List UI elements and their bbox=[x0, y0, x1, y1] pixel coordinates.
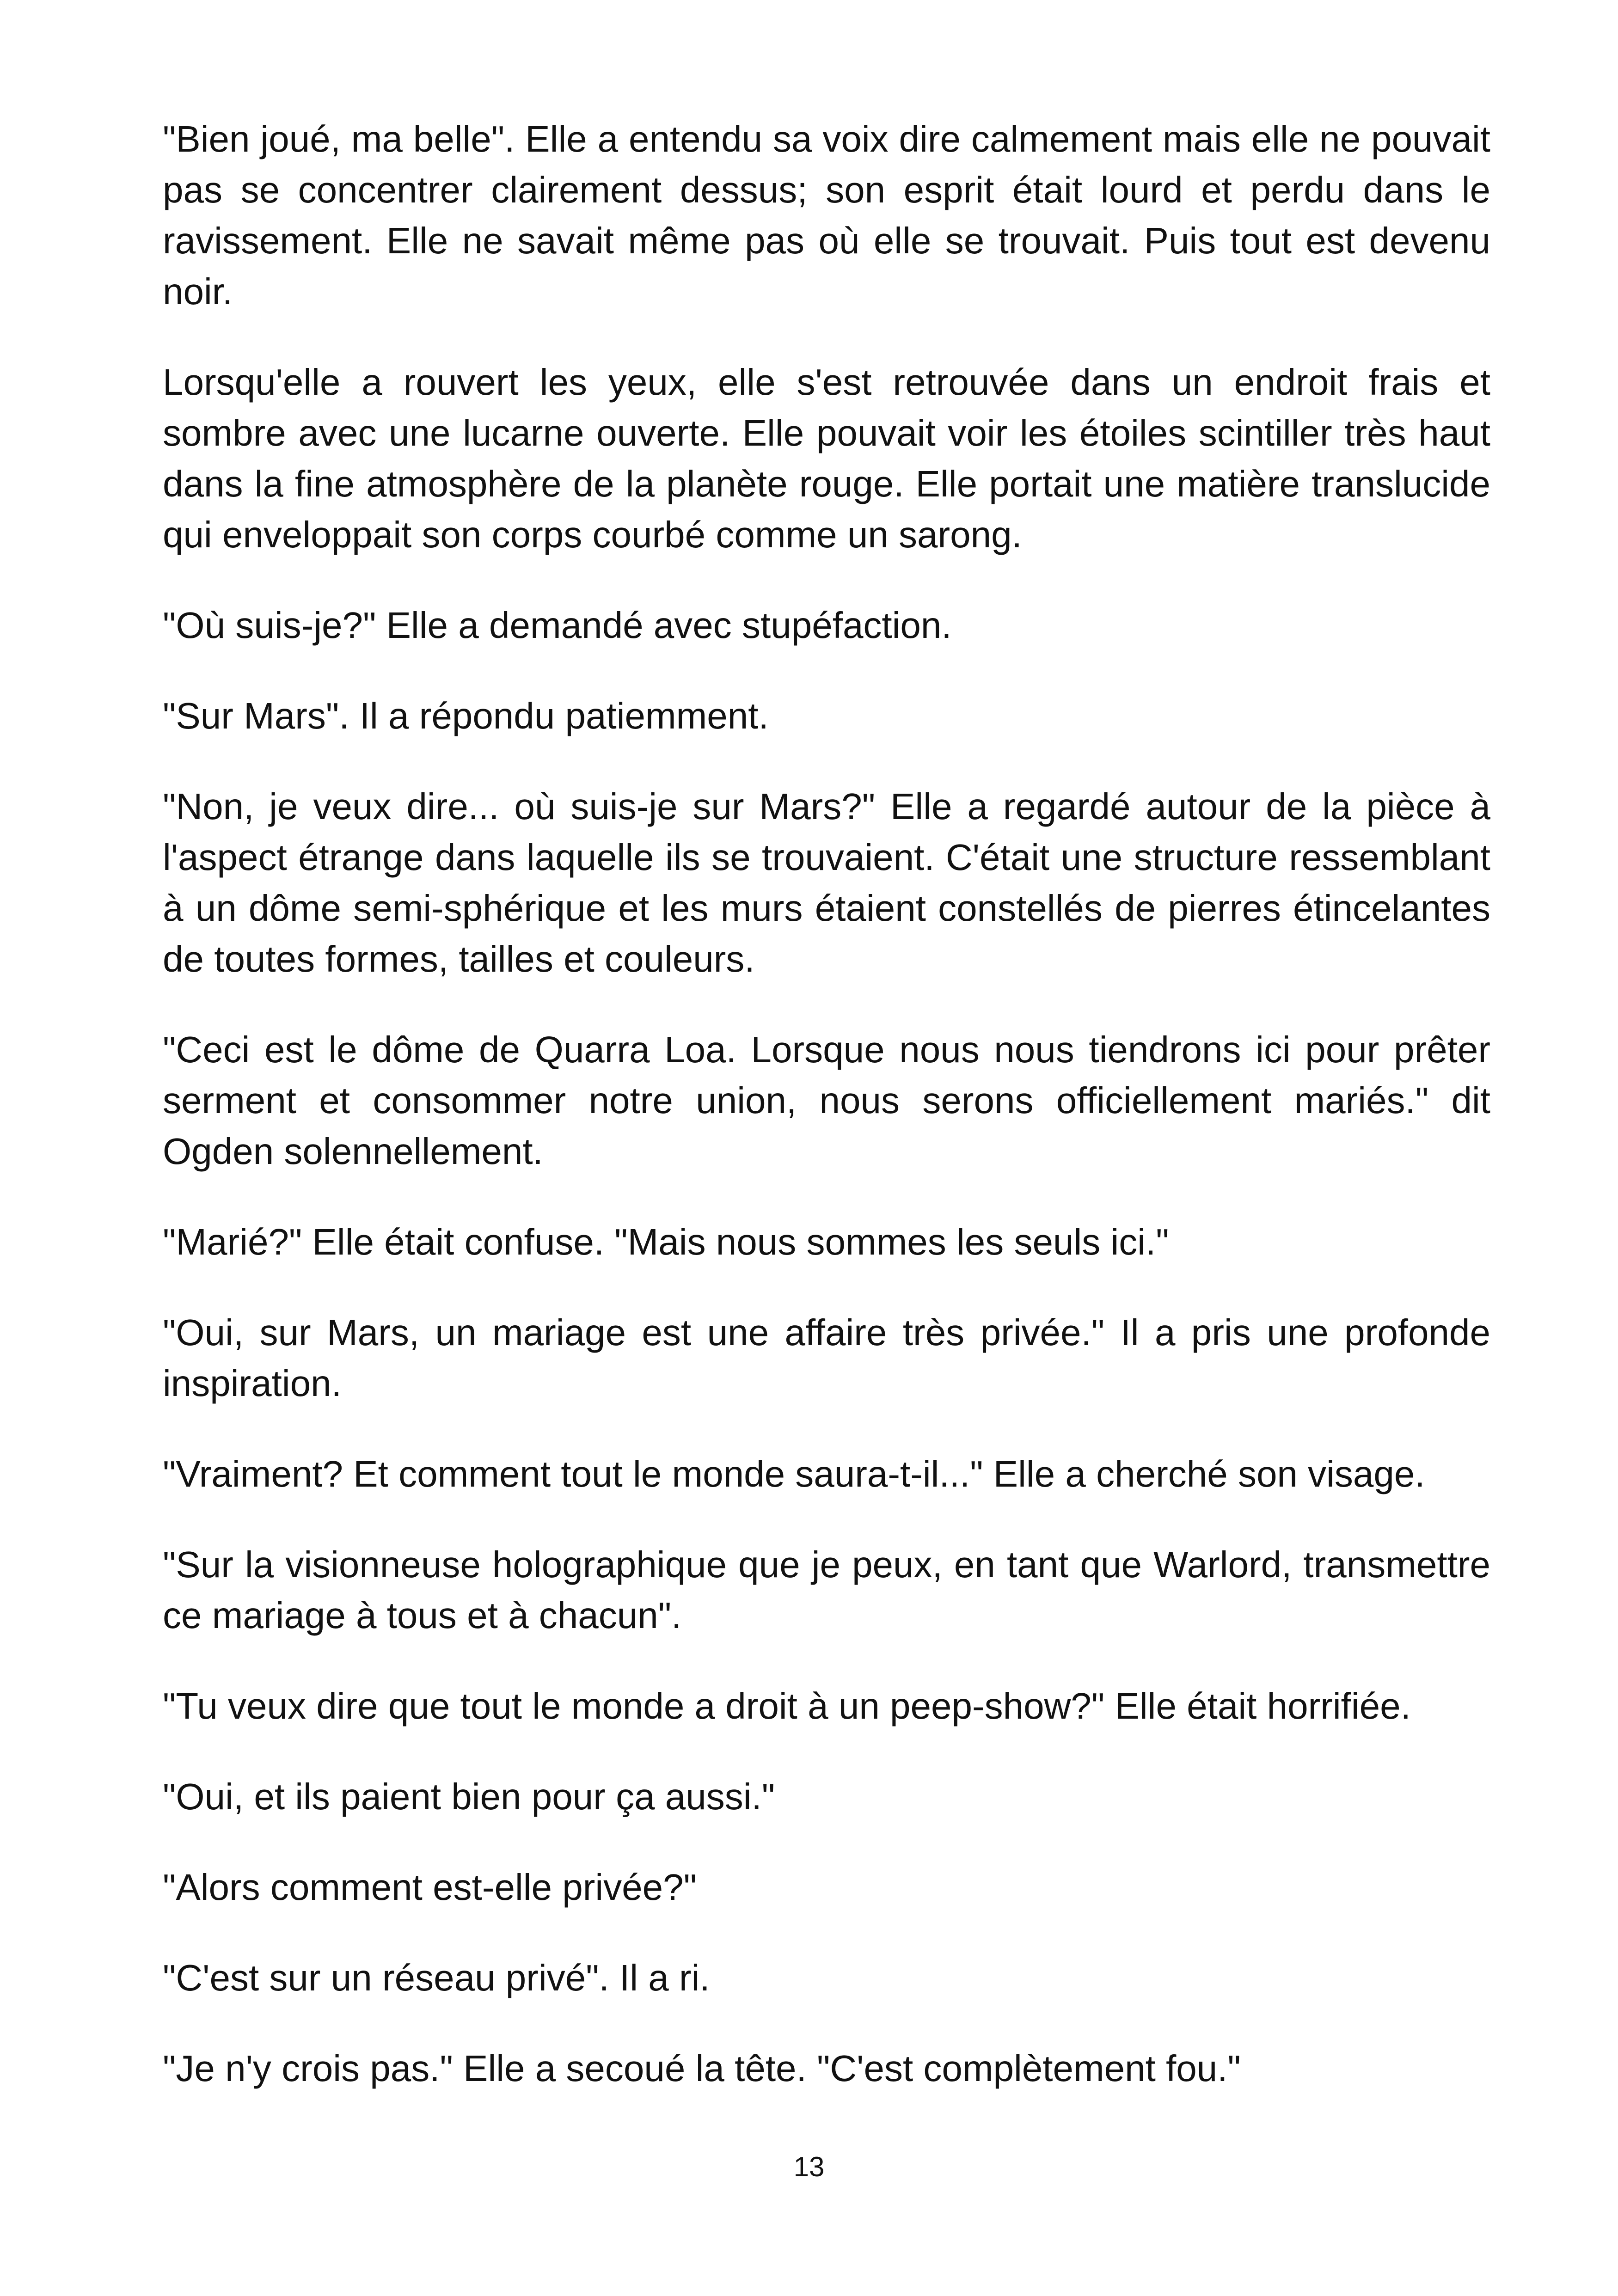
paragraph: "Vraiment? Et comment tout le monde saura-t-il..." Elle a cherché son visage. bbox=[163, 1453, 1425, 1494]
paragraph: "Tu veux dire que tout le monde a droit à un peep-show?" Elle était horrifiée. bbox=[163, 1685, 1411, 1727]
paragraph: "Où suis-je?" Elle a demandé avec stupéfaction. bbox=[163, 605, 952, 646]
paragraph: "Oui, sur Mars, un mariage est une affaire très privée." Il a pris une profonde inspiration. bbox=[163, 1312, 1490, 1404]
paragraph: "C'est sur un réseau privé". Il a ri. bbox=[163, 1957, 710, 1998]
paragraph: "Sur Mars". Il a répondu patiemment. bbox=[163, 695, 769, 736]
paragraph: "Je n'y crois pas." Elle a secoué la tête. "C'est complètement fou." bbox=[163, 2048, 1241, 2089]
paragraph: "Marié?" Elle était confuse. "Mais nous sommes les seuls ici." bbox=[163, 1221, 1169, 1262]
paragraph: "Sur la visionneuse holographique que je peux, en tant que Warlord, transmettre ce mariage à tous et à chacun". bbox=[163, 1544, 1490, 1636]
paragraph: "Oui, et ils paient bien pour ça aussi." bbox=[163, 1776, 775, 1817]
paragraph: "Non, je veux dire... où suis-je sur Mars?" Elle a regardé autour de la pièce à l'aspect étrange dans laquelle ils se trouvaient. C'était une structure ressemblant à un dôme semi-sphérique et les murs étaient constellés de pierres étincelantes de toutes formes, tailles et couleurs. bbox=[163, 786, 1490, 980]
paragraph: "Ceci est le dôme de Quarra Loa. Lorsque nous nous tiendrons ici pour prêter serment et consommer notre union, nous serons officiellement mariés." dit Ogden solennellement. bbox=[163, 1029, 1490, 1172]
paragraph: Lorsqu'elle a rouvert les yeux, elle s'est retrouvée dans un endroit frais et sombre avec une lucarne ouverte. Elle pouvait voir les étoiles scintiller très haut dans la fine atmosphère de la planète rouge. Elle portait une matière translucide qui enveloppait son corps courbé comme un sarong. bbox=[163, 361, 1490, 555]
page-number: 13 bbox=[793, 2151, 825, 2182]
paragraph: "Bien joué, ma belle". Elle a entendu sa voix dire calmement mais elle ne pouvait pas se concentrer clairement dessus; son esprit était lourd et perdu dans le ravissement. Elle ne savait même pas où elle se trouvait. Puis tout est devenu noir. bbox=[163, 118, 1490, 312]
paragraph: "Alors comment est-elle privée?" bbox=[163, 1867, 697, 1908]
body-text bbox=[163, 114, 1490, 2134]
